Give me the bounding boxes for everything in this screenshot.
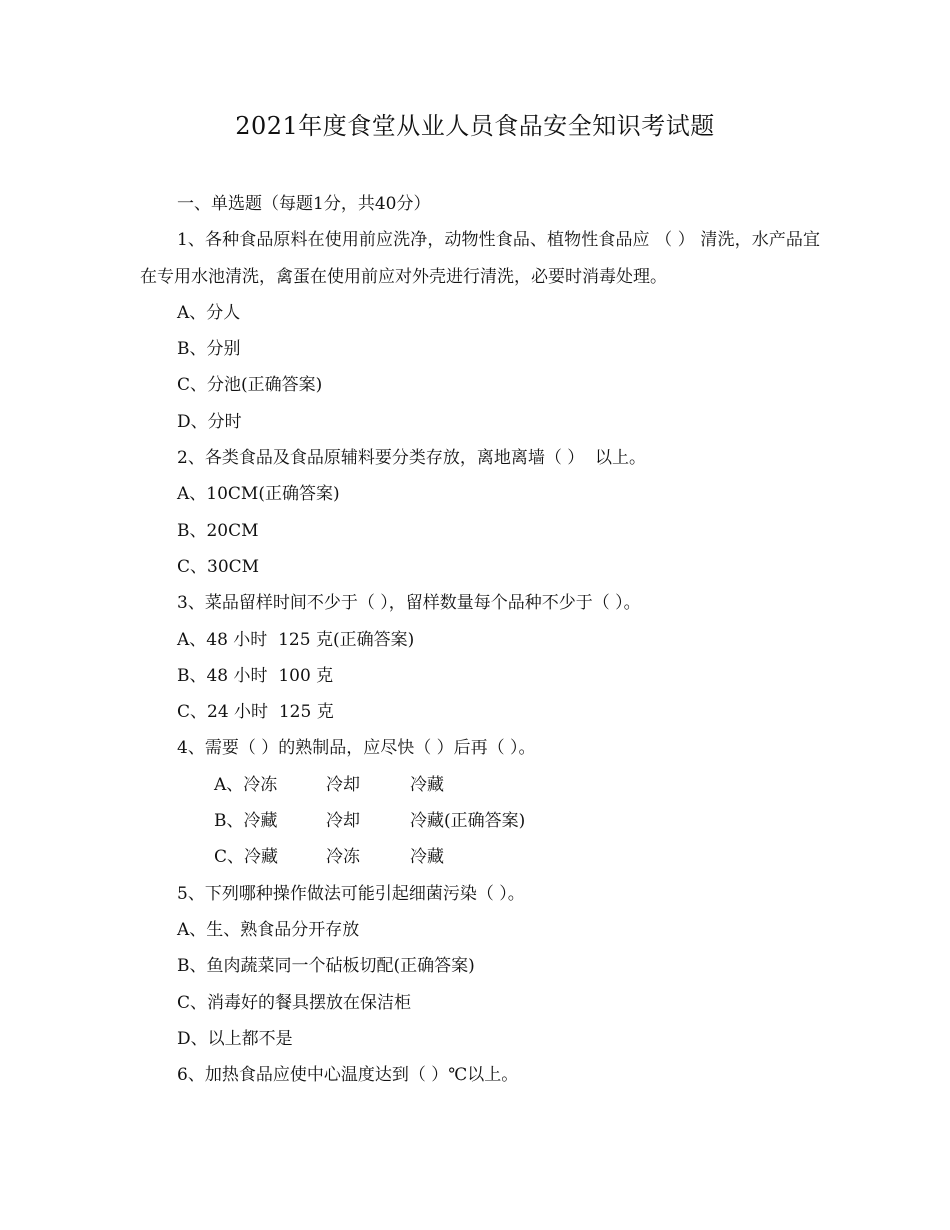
option-part: 冷却 — [326, 774, 360, 795]
option — [140, 803, 820, 839]
option: C、30CM — [177, 556, 260, 577]
option-part: 冷冻 — [326, 847, 360, 868]
option-part: 冷藏 — [410, 774, 444, 795]
question-stem: 4、需要（ ）的熟制品，应尽快（ ）后再（ ）。 — [177, 738, 536, 759]
option-part: 冷藏 — [410, 847, 444, 868]
question-stem: 1、各种食品原料在使用前应洗净，动物性食品、植物性食品应 （ ） 清洗，水产品宜在专用水池清洗，禽蛋在使用前应对外壳进行清洗，必要时消毒处理。 — [140, 230, 820, 287]
option-part: C、冷藏 — [214, 847, 279, 868]
question-stem: 3、菜品留样时间不少于（ ），留样数量每个品种不少于（ ）。 — [177, 593, 641, 614]
option-part: 冷藏(正确答案) — [410, 811, 526, 832]
option-part: 冷却 — [326, 811, 360, 832]
document-title: 2021年度食堂从业人员食品安全知识考试题 — [235, 112, 715, 140]
option: C、24 小时 125 克 — [177, 702, 334, 723]
option: D、分时 — [177, 411, 242, 432]
option: A、10CM(正确答案) — [177, 484, 340, 505]
option: B、鱼肉蔬菜同一个砧板切配(正确答案) — [177, 956, 475, 977]
option: C、分池(正确答案) — [177, 375, 323, 396]
option: B、48 小时 100 克 — [177, 665, 334, 686]
option: B、分别 — [177, 339, 241, 360]
option: C、消毒好的餐具摆放在保洁柜 — [177, 992, 412, 1013]
option: A、48 小时 125 克(正确答案) — [177, 629, 415, 650]
question-stem: 5、下列哪种操作做法可能引起细菌污染（ ）。 — [177, 883, 525, 904]
exam-content — [140, 186, 820, 1093]
option-part: A、冷冻 — [214, 774, 278, 795]
option-part: B、冷藏 — [214, 811, 278, 832]
option — [140, 767, 820, 803]
option: A、分人 — [177, 302, 241, 323]
question-stem: 2、各类食品及食品原辅料要分类存放，离地离墙（ ） 以上。 — [177, 448, 647, 469]
section-heading: 一、单选题（每题1分，共40分） — [177, 194, 431, 214]
question-stem: 6、加热食品应使中心温度达到（ ）℃以上。 — [177, 1065, 519, 1086]
option: A、生、熟食品分开存放 — [177, 919, 360, 940]
option: B、20CM — [177, 520, 259, 541]
option — [140, 839, 820, 875]
option: D、以上都不是 — [177, 1028, 293, 1049]
